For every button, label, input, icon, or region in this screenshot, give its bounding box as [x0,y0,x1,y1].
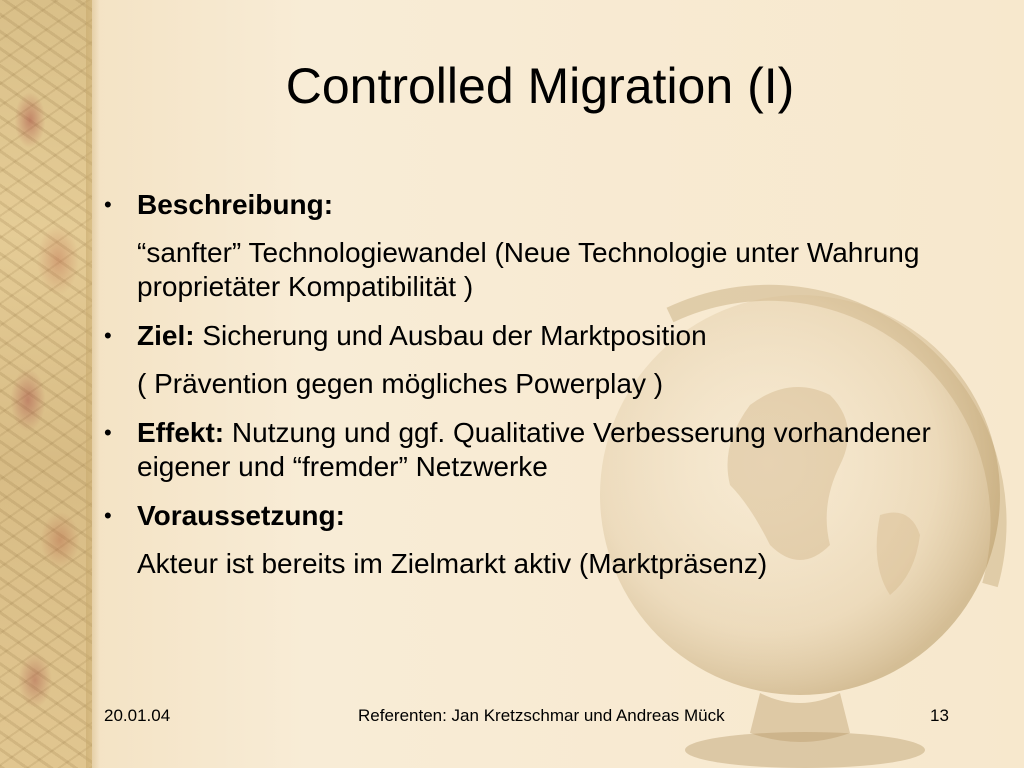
bullet-marker: • [104,503,112,528]
slide-title: Controlled Migration (I) [285,58,795,114]
bullet-effekt [104,416,964,484]
bullet-label: Effekt: [137,417,225,448]
bullet-continuation [104,367,964,401]
bullet-marker: • [104,192,112,217]
continuation-text: “sanfter” Technologiewandel (Neue Technologie unter Wahrung proprietäter Kompatibilität ) [137,237,920,302]
bullet-continuation [104,236,964,304]
map-strip-edge [86,0,100,768]
map-strip-decoration [0,0,92,768]
bullet-voraussetzung [104,499,964,533]
bullet-label: Voraussetzung: [137,500,345,531]
bullet-marker: • [104,420,112,445]
bullet-text: Sicherung und Ausbau der Marktposition [194,320,707,351]
bullet-marker: • [104,323,112,348]
continuation-text: Akteur ist bereits im Zielmarkt aktiv (Marktpräsenz) [137,548,768,579]
bullet-label: Beschreibung: [137,189,334,220]
bullet-beschreibung [104,188,964,222]
footer-page-number: 13 [930,706,949,725]
bullet-ziel [104,319,964,353]
slide-body [104,188,964,581]
bullet-text: Nutzung und ggf. Qualitative Verbesserung vorhandener eigener und “fremder” Netzwerke [137,417,931,482]
footer-date: 20.01.04 [104,706,171,725]
bullet-label: Ziel: [137,320,195,351]
footer-presenters: Referenten: Jan Kretzschmar und Andreas Mück [358,706,725,725]
bullet-continuation [104,547,964,581]
continuation-text: ( Prävention gegen mögliches Powerplay ) [137,368,664,399]
